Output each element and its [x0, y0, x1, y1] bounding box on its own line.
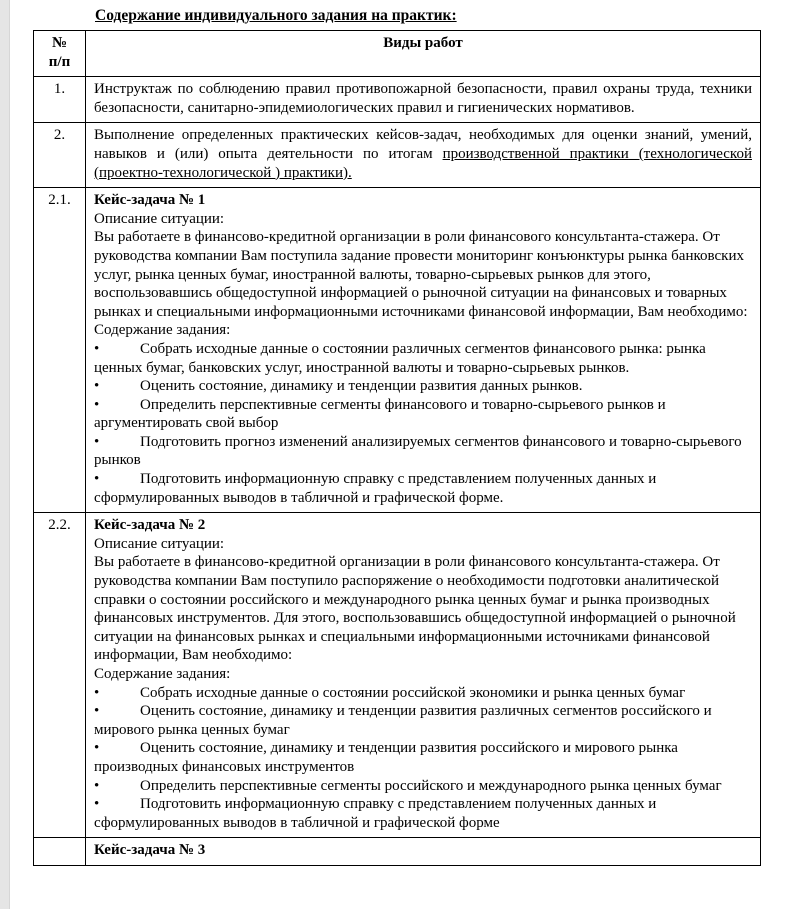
case-1-bullet-1 [94, 340, 752, 377]
row-1-body [86, 77, 761, 123]
case-2-bullet-1-text: Собрать исходные данные о состоянии российской экономики и рынка ценных бумаг [140, 684, 686, 701]
bullet-icon: • [94, 684, 100, 701]
work-types-table [33, 30, 761, 866]
bullet-icon: • [94, 378, 100, 395]
case-2-bullet-3 [94, 739, 752, 776]
page-edge-strip [0, 0, 10, 909]
table-row-1 [34, 77, 761, 123]
bullet-icon: • [94, 796, 100, 813]
table-row-2 [34, 123, 761, 188]
header-num-top: № [51, 35, 68, 51]
case-1-bullet-3-text: Определить перспективные сегменты финансового и товарно-сырьевого рынков и аргументировать свой выбор [94, 396, 666, 432]
case-1-bullet-4 [94, 433, 752, 470]
case-2-situation-text: Вы работаете в финансово-кредитной организации в роли финансового консультанта-стажера. От руководства компании Вам поступило распоряжение о необходимости подготовки аналитической справки о состоянии российского и международного рынка ценных бумаг и рынка производных финансовых инструментов. Для этого, воспользовавшись общедоступной информацией о рыночной ситуации на финансовых рынках и специальными информационными источниками финансовой информации, Вам необходимо: [94, 554, 736, 664]
row-2-2-body [86, 513, 761, 838]
row-2-text-underlined: производственной практики (технологической (проектно-технологической ) практики). [94, 145, 752, 181]
row-2-number: 2. [34, 123, 86, 188]
bullet-icon: • [94, 740, 100, 757]
case-2-bullet-5-text: Подготовить информационную справку с представлением полученных данных и сформулированных выводов в табличной и графической форме [94, 796, 657, 831]
bullet-icon: • [94, 433, 100, 450]
case-2-situation-label: Описание ситуации: [94, 535, 225, 552]
case-1-tasks-label: Содержание задания: [94, 322, 231, 339]
table-row-2-2 [34, 513, 761, 838]
case-1-situation-label: Описание ситуации: [94, 210, 225, 227]
case-2-bullet-5 [94, 795, 752, 832]
row-2-1-number: 2.1. [34, 188, 86, 513]
row-2-text-plain: Выполнение определенных практических кейсов-задач, необходимых для оценки знаний, умений, навыков и (или) опыта деятельности по итогам [94, 127, 752, 162]
row-2-body [86, 123, 761, 188]
row-2-3-number [34, 838, 86, 866]
case-2-bullet-4-text: Определить перспективные сегменты российского и международного рынка ценных бумаг [140, 777, 722, 794]
case-1-bullet-1-text: Собрать исходные данные о состоянии различных сегментов финансового рынка: рынка ценных бумаг, банковских услуг, иностранной валюты и товарно-сырьевых рынков. [94, 340, 706, 376]
table-header-row [34, 31, 761, 77]
case-2-bullet-3-text: Оценить состояние, динамику и тенденции развития российского и мирового рынка производных финансовых инструментов [94, 740, 678, 775]
table-row-2-1 [34, 188, 761, 513]
bullet-icon: • [94, 703, 100, 720]
row-2-3-body [86, 838, 761, 866]
case-1-bullet-5-text: Подготовить информационную справку с представлением полученных данных и сформулированных выводов в табличной и графической форме. [94, 471, 657, 506]
case-2-tasks-label: Содержание задания: [94, 666, 231, 682]
header-works-cell: Виды работ [86, 31, 761, 77]
case-2-bullet-2-text: Оценить состояние, динамику и тенденции развития различных сегментов российского и мирового рынка ценных бумаг [94, 703, 712, 738]
case-2-title: Кейс-задача № 2 [94, 517, 206, 534]
bullet-icon: • [94, 471, 100, 488]
row-2-text [94, 126, 752, 182]
row-2-1-body [86, 188, 761, 513]
row-1-number: 1. [34, 77, 86, 123]
case-2-bullet-1 [94, 684, 752, 703]
table-row-2-3 [34, 838, 761, 866]
row-1-text: Инструктаж по соблюдению правил противопожарной безопасности, правил охраны труда, техники безопасности, санитарно-эпидемиологических правил и гигиенических нормативов. [94, 81, 752, 116]
case-3-title: Кейс-задача № 3 [94, 842, 206, 859]
row-2-2-number: 2.2. [34, 513, 86, 838]
bullet-icon: • [94, 340, 100, 357]
bullet-icon: • [94, 396, 100, 413]
header-num-cell [34, 31, 86, 77]
case-1-bullet-2 [94, 377, 752, 396]
case-1-bullet-3 [94, 396, 752, 433]
case-1-situation-text: Вы работаете в финансово-кредитной организации в роли финансового консультанта-стажера. От руководства компании Вам поступила задание провести мониторинг конъюнктуры рынка банковских услуг, рынка ценных бумаг, иностранной валюты, товарно-сырьевых рынков для этого, воспользовавшись общедоступной информацией о рыночной ситуации на финансовых и товарных рынках и специальными информационными источниками финансовой информации, Вам необходимо: [94, 229, 748, 320]
case-2-bullet-2 [94, 702, 752, 739]
header-num-bottom: п/п [48, 53, 71, 70]
case-1-bullet-5 [94, 470, 752, 507]
document-title: Содержание индивидуального задания на практик: [95, 7, 457, 24]
case-1-title: Кейс-задача № 1 [94, 192, 206, 209]
case-1-bullet-2-text: Оценить состояние, динамику и тенденции развития данных рынков. [140, 378, 583, 395]
document-content [33, 7, 761, 866]
bullet-icon: • [94, 777, 100, 794]
case-2-bullet-4 [94, 777, 752, 796]
case-1-bullet-4-text: Подготовить прогноз изменений анализируемых сегментов финансового и товарно-сырьевого рынков [94, 433, 742, 469]
